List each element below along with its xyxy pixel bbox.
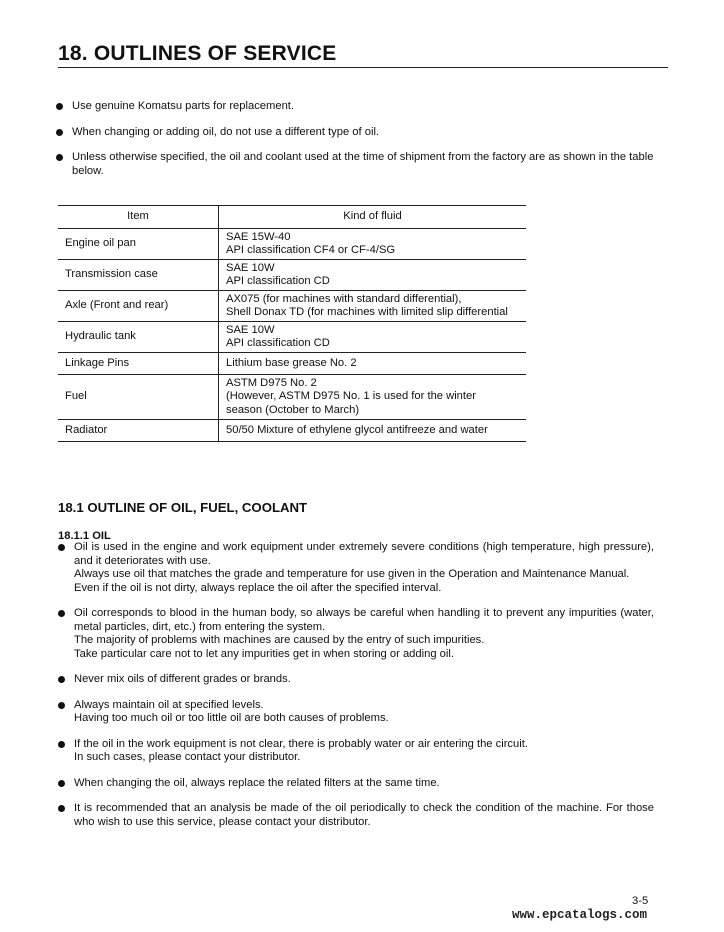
table-row xyxy=(58,229,526,260)
fluid-cell xyxy=(219,229,527,260)
fluid-line: ASTM D975 No. 2 xyxy=(226,377,317,390)
table-row xyxy=(58,375,526,420)
intro-bullet-item xyxy=(56,151,656,178)
table-row xyxy=(58,420,526,442)
oil-bullet-item xyxy=(58,699,654,726)
bullet-dot-icon xyxy=(58,702,65,709)
bullet-dot-icon xyxy=(58,610,65,617)
fluid-cell xyxy=(219,291,527,322)
fluid-table-header-row xyxy=(58,206,526,229)
fluid-line: (However, ASTM D975 No. 1 is used for the winter xyxy=(226,390,476,403)
oil-bullet-item xyxy=(58,738,654,765)
bullet-paragraph: Oil corresponds to blood in the human body, so always be careful when handling it to prevent any impurities (water, metal particles, dirt, etc.) from entering the system. xyxy=(74,607,654,633)
bullet-paragraph: If the oil in the work equipment is not clear, there is probably water or air entering the circuit. xyxy=(74,737,528,750)
bullet-text: Use genuine Komatsu parts for replacement. xyxy=(72,100,295,112)
fluid-line: season (October to March) xyxy=(226,403,360,416)
item-cell: Linkage Pins xyxy=(58,353,219,375)
bullet-paragraph: Never mix oils of different grades or brands. xyxy=(74,673,291,685)
table-row xyxy=(58,260,526,291)
table-row xyxy=(58,322,526,353)
bullet-paragraph: Always maintain oil at specified levels. xyxy=(74,698,264,711)
bullet-paragraph: Having too much oil or too little oil are both causes of problems. xyxy=(74,712,389,724)
fluid-line: AX075 (for machines with standard differential), xyxy=(226,292,462,305)
bullet-paragraph: Even if the oil is not dirty, always replace the oil after the specified interval. xyxy=(74,581,442,594)
bullet-dot-icon xyxy=(58,676,65,683)
oil-bullet-item xyxy=(58,802,654,829)
intro-bullet-list xyxy=(56,100,656,190)
oil-bullet-item xyxy=(58,673,654,687)
item-cell: Fuel xyxy=(58,375,219,420)
fluid-cell xyxy=(219,260,527,291)
oil-bullet-item xyxy=(58,777,654,791)
fluid-line: Shell Donax TD (for machines with limited slip differential xyxy=(226,306,508,318)
fluid-line: API classification CF4 or CF-4/SG xyxy=(226,244,396,256)
section-title: 18.1 OUTLINE OF OIL, FUEL, COOLANT xyxy=(58,500,308,515)
item-cell: Transmission case xyxy=(58,260,219,291)
item-cell: Hydraulic tank xyxy=(58,322,219,353)
item-cell: Engine oil pan xyxy=(58,229,219,260)
bullet-paragraph: Oil is used in the engine and work equipment under extremely severe conditions (high temperature, high pressure), and it deteriorates with use. xyxy=(74,541,654,567)
bullet-paragraph: In such cases, please contact your distributor. xyxy=(74,751,301,763)
bullet-paragraph: Always use oil that matches the grade and temperature for use given in the Operation and Maintenance Manual. xyxy=(74,568,630,580)
oil-bullet-list xyxy=(58,541,654,841)
fluid-table xyxy=(58,205,526,442)
intro-bullet-item xyxy=(56,100,656,114)
subsection-title: 18.1.1 OIL xyxy=(58,530,111,542)
bullet-text: When changing or adding oil, do not use a different type of oil. xyxy=(72,125,380,138)
bullet-paragraph: The majority of problems with machines are caused by the entry of such impurities. xyxy=(74,634,485,646)
chapter-title: 18. OUTLINES OF SERVICE xyxy=(58,42,337,65)
fluid-line: SAE 15W-40 xyxy=(226,230,291,243)
intro-bullet-item xyxy=(56,126,656,140)
fluid-cell xyxy=(219,322,527,353)
bullet-paragraph: It is recommended that an analysis be made of the oil periodically to check the condition of the machine. For those who wish to use this service, please contact your distributor. xyxy=(74,802,654,828)
column-header-kind-of-fluid: Kind of fluid xyxy=(219,206,527,229)
oil-bullet-item xyxy=(58,607,654,661)
bullet-dot-icon xyxy=(56,154,63,161)
fluid-line: SAE 10W xyxy=(226,323,275,336)
fluid-cell xyxy=(219,375,527,420)
watermark-text: www.epcatalogs.com xyxy=(512,908,648,922)
bullet-dot-icon xyxy=(58,544,65,551)
column-header-item: Item xyxy=(58,206,219,229)
bullet-dot-icon xyxy=(56,103,63,110)
fluid-line: 50/50 Mixture of ethylene glycol antifreeze and water xyxy=(226,423,488,436)
fluid-line: API classification CD xyxy=(226,337,330,349)
bullet-dot-icon xyxy=(56,129,63,136)
oil-bullet-item xyxy=(58,541,654,595)
bullet-text: Unless otherwise specified, the oil and coolant used at the time of shipment from the factory are as shown in the table below. xyxy=(72,151,654,177)
fluid-cell xyxy=(219,353,527,375)
bullet-paragraph: Take particular care not to let any impurities get in when storing or adding oil. xyxy=(74,647,454,660)
page-number: 3-5 xyxy=(632,895,649,907)
item-cell: Axle (Front and rear) xyxy=(58,291,219,322)
table-row xyxy=(58,291,526,322)
title-rule xyxy=(58,67,668,68)
fluid-line: API classification CD xyxy=(226,275,330,287)
item-cell: Radiator xyxy=(58,420,219,442)
bullet-dot-icon xyxy=(58,780,65,787)
fluid-cell xyxy=(219,420,527,442)
table-row xyxy=(58,353,526,375)
bullet-dot-icon xyxy=(58,741,65,748)
bullet-dot-icon xyxy=(58,805,65,812)
fluid-line: SAE 10W xyxy=(226,261,275,274)
bullet-paragraph: When changing the oil, always replace the related filters at the same time. xyxy=(74,776,440,789)
fluid-line: Lithium base grease No. 2 xyxy=(226,356,357,369)
